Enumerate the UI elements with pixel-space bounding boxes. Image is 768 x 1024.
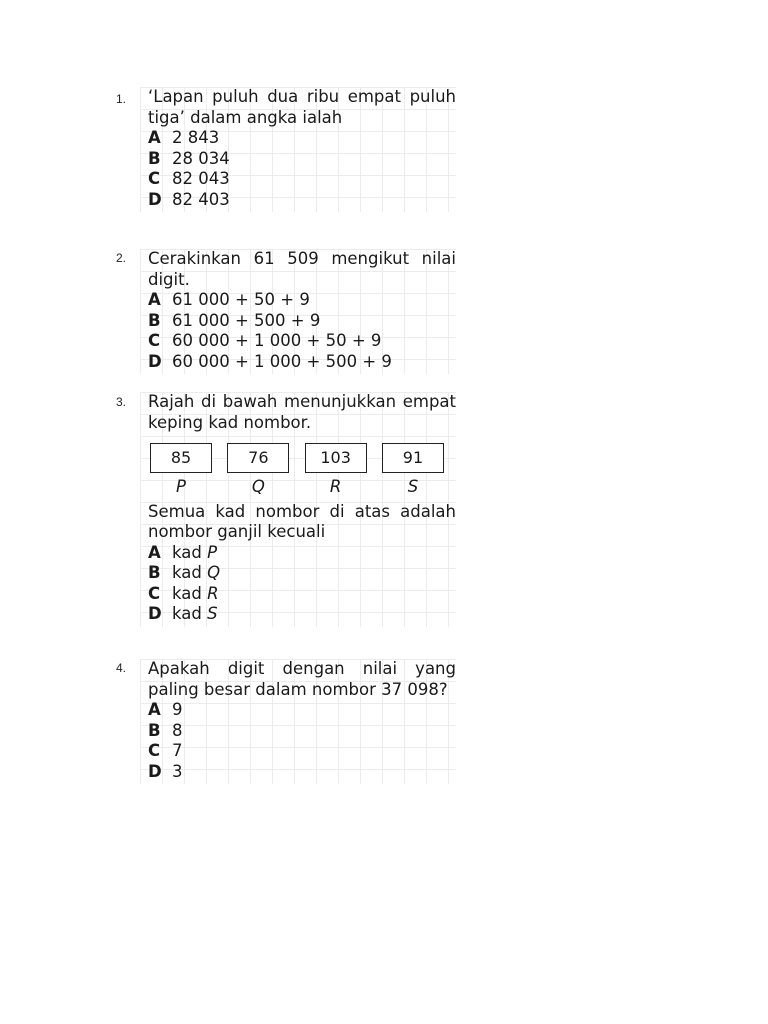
card-label: Q: [251, 477, 265, 496]
option-letter: B: [148, 563, 161, 582]
option-letter: C: [148, 583, 161, 603]
option-text: Q: [207, 563, 221, 582]
option-text: 7: [172, 741, 183, 760]
option-c[interactable]: [148, 584, 456, 605]
option-text: 61 000 + 500 + 9: [172, 310, 321, 330]
option-text: 60 000 + 1 000 + 500 + 9: [172, 351, 392, 371]
option-d[interactable]: [148, 190, 456, 211]
option-a[interactable]: [148, 543, 456, 564]
option-c[interactable]: [148, 331, 456, 352]
option-text: 61 000 + 50 + 9: [172, 290, 310, 309]
option-a[interactable]: [148, 290, 456, 311]
number-cards: [150, 443, 444, 473]
question-number: 4.: [116, 661, 127, 675]
number-card: 76: [227, 443, 289, 473]
option-text: R: [207, 583, 219, 603]
option-b[interactable]: [148, 563, 456, 584]
option-letter: C: [148, 741, 161, 760]
option-text: 8: [172, 720, 183, 740]
question-1: [140, 87, 456, 212]
option-text: 82 403: [172, 189, 230, 209]
option-letter: C: [148, 331, 161, 350]
option-prefix: kad: [172, 583, 202, 603]
question-stem: ‘Lapan puluh dua ribu empat puluh tiga’ dalam angka ialah: [148, 87, 456, 127]
question-number: 1.: [116, 92, 127, 106]
number-card: 103: [305, 443, 367, 473]
number-card: 91: [382, 443, 444, 473]
option-b[interactable]: [148, 149, 456, 170]
option-a[interactable]: [148, 700, 456, 721]
question-2: [140, 249, 456, 374]
option-prefix: kad: [172, 604, 202, 623]
card-label: R: [329, 477, 342, 496]
option-text: 60 000 + 1 000 + 50 + 9: [172, 331, 382, 350]
card-labels: [150, 477, 444, 498]
option-letter: A: [148, 542, 161, 562]
option-letter: D: [148, 189, 162, 209]
option-d[interactable]: [148, 762, 456, 783]
option-b[interactable]: [148, 311, 456, 332]
question-stem: Cerakinkan 61 509 mengikut nilai digit.: [148, 249, 456, 289]
option-letter: D: [148, 604, 162, 623]
question-stem: Rajah di bawah menunjukkan empat keping kad nombor.: [148, 392, 456, 432]
option-letter: B: [148, 310, 161, 330]
card-label: P: [176, 477, 186, 496]
option-text: 9: [172, 700, 183, 719]
option-letter: A: [148, 290, 161, 309]
option-c[interactable]: [148, 741, 456, 762]
option-text: P: [207, 542, 218, 562]
option-text: 3: [172, 761, 183, 781]
option-c[interactable]: [148, 169, 456, 190]
question-4: [140, 659, 456, 784]
option-letter: B: [148, 720, 161, 740]
question-number: 2.: [116, 251, 127, 265]
option-b[interactable]: [148, 721, 456, 742]
option-a[interactable]: [148, 128, 456, 149]
option-d[interactable]: [148, 352, 456, 373]
option-text: S: [207, 604, 218, 623]
card-label: S: [407, 477, 419, 496]
option-letter: B: [148, 148, 161, 168]
option-d[interactable]: [148, 604, 456, 625]
question-number: 3.: [116, 395, 127, 409]
option-letter: A: [148, 128, 161, 147]
number-card: 85: [150, 443, 212, 473]
option-text: 28 034: [172, 148, 230, 168]
option-letter: D: [148, 761, 162, 781]
option-prefix: kad: [172, 542, 202, 562]
option-text: 82 043: [172, 169, 230, 188]
option-text: 2 843: [172, 128, 220, 147]
option-letter: C: [148, 169, 161, 188]
option-letter: D: [148, 351, 162, 371]
question-stem-2: Semua kad nombor di atas adalah nombor ganjil kecuali: [148, 501, 456, 541]
option-letter: A: [148, 700, 161, 719]
option-prefix: kad: [172, 563, 202, 582]
question-3: [140, 392, 456, 627]
question-stem: Apakah digit dengan nilai yang paling besar dalam nombor 37 098?: [148, 659, 456, 699]
